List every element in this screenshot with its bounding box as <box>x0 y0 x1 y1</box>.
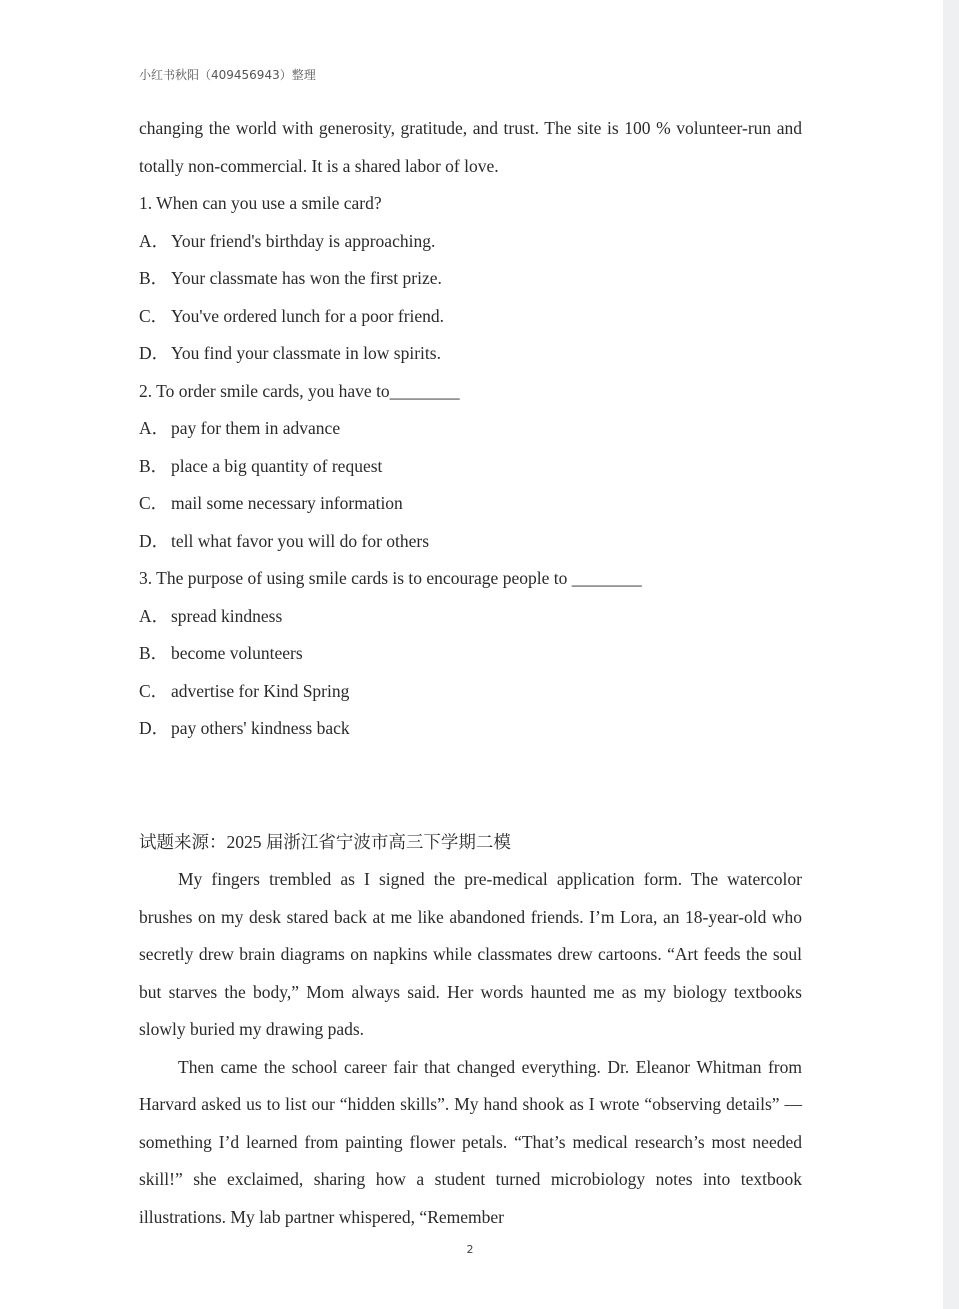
option-c: C． You've ordered lunch for a poor friend. <box>139 305 445 326</box>
option-b: B． become volunteers <box>139 643 303 663</box>
spacer <box>139 748 802 824</box>
passage-paragraph-2: Then came the school career fair that changed everything. Dr. Eleanor Whitman from Harvard asked us to list our “hidden skills”. My hand shook as I wrote “observing details” —something I’d learned from painting flower petals. “That’s medical research’s most needed skill!” she exclaimed, sharing how a student turned microbiology notes into textbook illustrations. My lab partner whispered, “Remember <box>139 1056 802 1227</box>
option-b: B． place a big quantity of request <box>139 455 383 476</box>
option-b: B． Your classmate has won the first prize. <box>139 268 442 288</box>
source-line: 试题来源：2025 届浙江省宁波市高三下学期二模 <box>139 831 511 852</box>
question-stem: 1. When can you use a smile card? <box>139 193 382 213</box>
intro-paragraph: changing the world with generosity, gratitude, and trust. The site is 100 % volunteer-run and totally non-commercial. It is a shared labor of love. <box>139 118 802 176</box>
option-c: C． mail some necessary information <box>139 493 403 513</box>
question-3 <box>139 560 802 748</box>
question-2 <box>139 373 802 561</box>
option-d: D． You find your classmate in low spirits. <box>139 343 441 363</box>
question-stem: 2. To order smile cards, you have to________ <box>139 380 460 401</box>
question-1 <box>139 185 802 373</box>
option-c: C． advertise for Kind Spring <box>139 680 350 701</box>
passage-paragraph-1: My fingers trembled as I signed the pre-medical application form. The watercolor brushes on my desk stared back at me like abandoned friends. I’m Lora, an 18-year-old who secretly drew brain diagrams on napkins while classmates drew cartoons. “Art feeds the soul but starves the body,” Mom always said. Her words haunted me as my biology textbooks slowly buried my drawing pads. <box>139 869 802 1039</box>
option-d: D． tell what favor you will do for others <box>139 530 430 551</box>
question-stem: 3. The purpose of using smile cards is to encourage people to ________ <box>139 568 642 588</box>
page-number: 2 <box>466 1243 474 1256</box>
page-edge <box>943 0 959 1309</box>
option-a: A． pay for them in advance <box>139 418 341 438</box>
option-a: A． Your friend's birthday is approaching. <box>139 230 436 251</box>
page-header: 小红书秋阳（409456943）整理 <box>139 68 316 82</box>
page-content <box>139 110 802 1236</box>
option-a: A． spread kindness <box>139 605 283 626</box>
option-d: D． pay others' kindness back <box>139 718 350 738</box>
